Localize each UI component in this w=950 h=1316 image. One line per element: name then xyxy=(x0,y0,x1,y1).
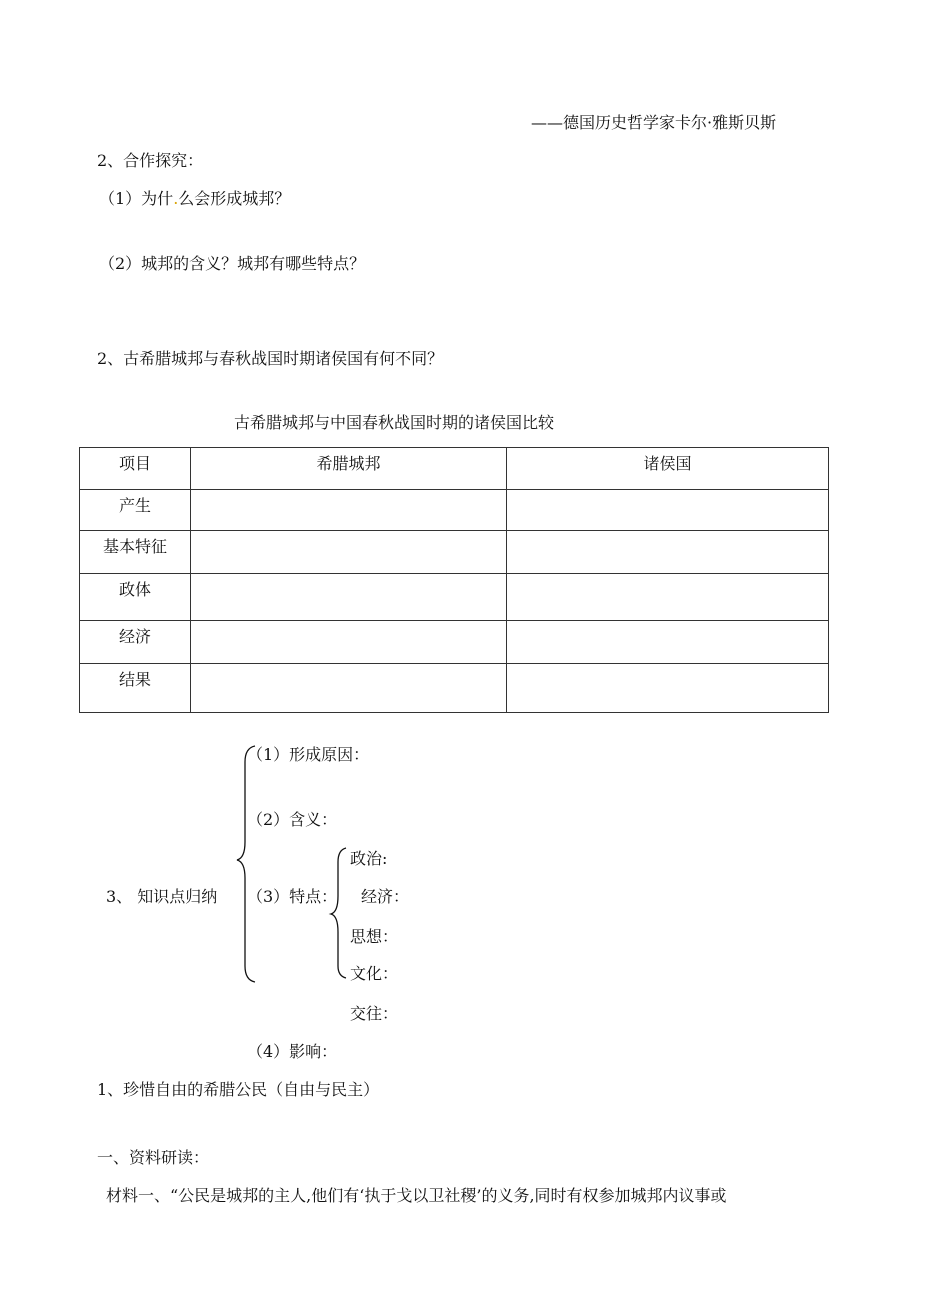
header-item: 项目 xyxy=(80,448,191,490)
feature-politics: 政治: xyxy=(350,849,388,868)
material-one: 材料一、“公民是城邦的主人,他们有‘执于戈以卫社稷’的义务,同时有权参加城邦内议事或 xyxy=(106,1186,727,1205)
summary-features: （3）特点： xyxy=(247,887,338,906)
summary-cause: （1）形成原因： xyxy=(247,745,370,764)
marker-dot: . xyxy=(173,189,179,208)
header-greek-city-state: 希腊城邦 xyxy=(191,448,507,490)
row-label-origin: 产生 xyxy=(80,490,191,531)
reading-heading: 一、资料研读： xyxy=(97,1148,210,1167)
question-1-part-a: （1）为什 xyxy=(99,189,174,208)
row-label-features: 基本特征 xyxy=(80,531,191,574)
section-freedom: 1、珍惜自由的希腊公民（自由与民主） xyxy=(97,1080,380,1099)
quote-attribution: ——德国历史哲学家卡尔·雅斯贝斯 xyxy=(531,113,777,132)
feature-economy: 经济： xyxy=(361,887,410,906)
summary-meaning: （2）含义： xyxy=(247,810,338,829)
feature-culture: 文化： xyxy=(350,964,399,983)
small-brace xyxy=(331,848,346,978)
cooperative-heading: 2、合作探究： xyxy=(97,151,204,170)
row-label-polity: 政体 xyxy=(80,574,191,621)
summary-influence: （4）影响： xyxy=(247,1042,338,1061)
row-label-result: 结果 xyxy=(80,664,191,713)
feature-thought: 思想： xyxy=(350,927,399,946)
question-2: （2）城邦的含义？城邦有哪些特点？ xyxy=(99,254,366,273)
feature-exchange: 交往： xyxy=(350,1004,399,1023)
summary-label: 3、 知识点归纳 xyxy=(106,887,218,906)
row-label-economy: 经济 xyxy=(80,621,191,664)
table-title: 古希腊城邦与中国春秋战国时期的诸侯国比较 xyxy=(234,413,555,432)
compare-question: 2、古希腊城邦与春秋战国时期诸侯国有何不同？ xyxy=(97,349,444,368)
big-brace xyxy=(237,746,255,982)
question-1-part-b: 么会形成城邦？ xyxy=(178,189,291,208)
header-vassal-state: 诸侯国 xyxy=(507,448,829,490)
